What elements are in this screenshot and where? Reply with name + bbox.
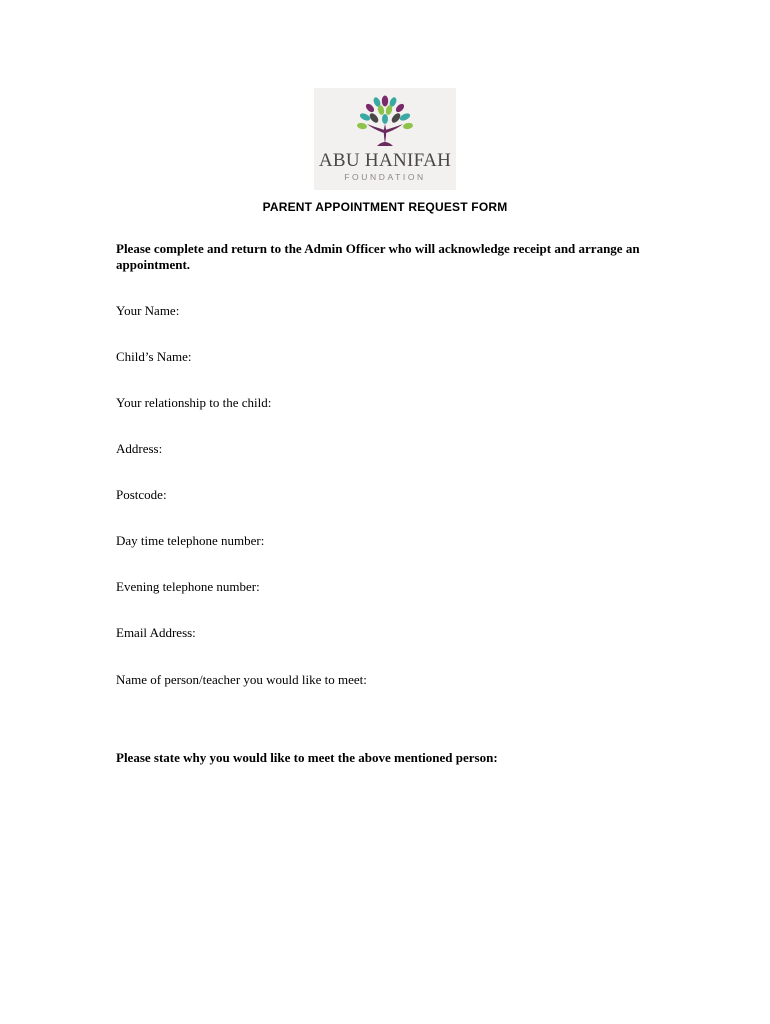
field-label-postcode: Postcode: (116, 487, 167, 502)
field-label-person-to-meet: Name of person/teacher you would like to meet: (116, 672, 367, 687)
field-label-address: Address: (116, 441, 163, 456)
field-label-relationship: Your relationship to the child: (116, 395, 272, 410)
field-label-evening-phone: Evening telephone number: (116, 579, 260, 594)
field-label-child-name: Child’s Name: (116, 349, 192, 364)
field-label-your-name: Your Name: (116, 303, 180, 318)
foundation-subtitle: FOUNDATION (344, 172, 426, 182)
meeting-reason-question: Please state why you would like to meet the above mentioned person: (116, 750, 498, 765)
foundation-logo (314, 88, 456, 190)
foundation-name: ABU HANIFAH (318, 150, 452, 171)
field-label-email: Email Address: (116, 625, 196, 640)
form-title: PARENT APPOINTMENT REQUEST FORM (262, 200, 508, 214)
tree-logo-icon (314, 88, 456, 150)
field-label-daytime-phone: Day time telephone number: (116, 533, 265, 548)
form-instructions: Please complete and return to the Admin Officer who will acknowledge receipt and arrange an appointment. (116, 241, 640, 272)
